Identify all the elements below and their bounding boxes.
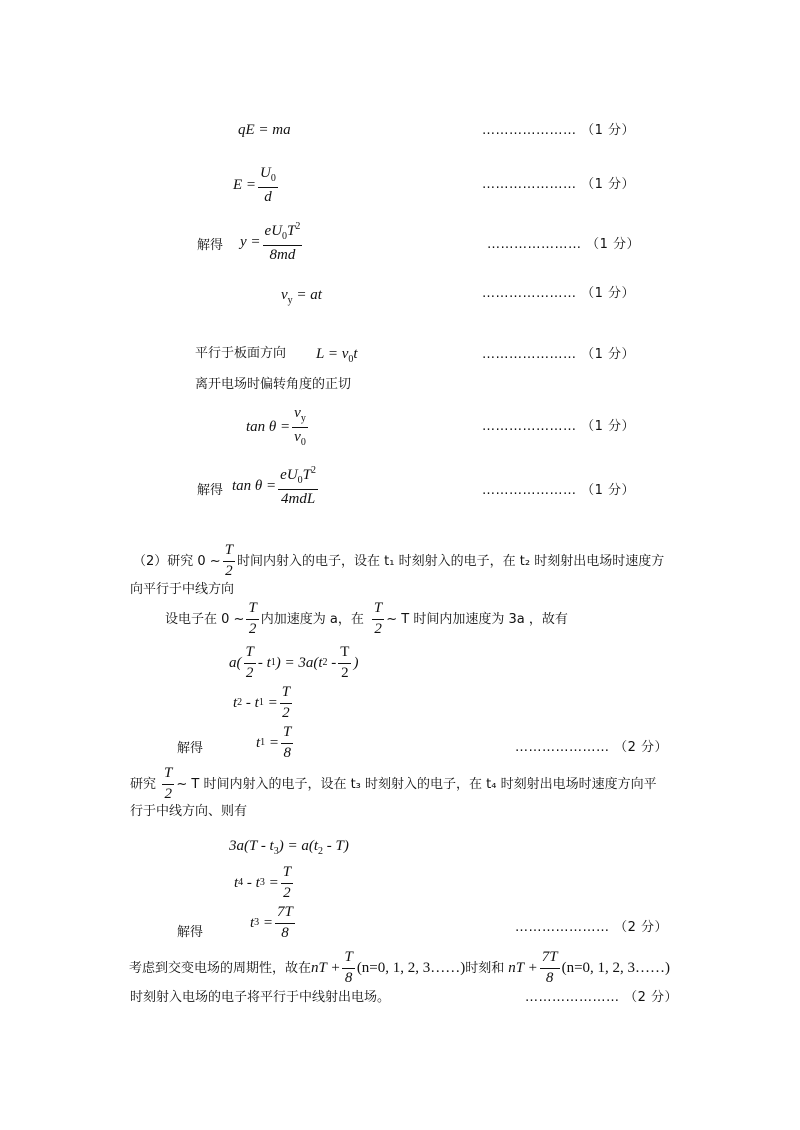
eq-t3: t 3 = $\frac{7T}{8}$	[250, 904, 293, 941]
eq-3a: $3a(T - t_3) = a(t_2 - T)$	[229, 838, 349, 857]
para-3-line-2: 行于中线方向、则有	[130, 804, 248, 819]
para-4-line-1: 考虑到交变电场的周期性，故在 nT + $\frac{T}{8}$ (n=0, 1, 2, 3……) 时刻和 nT + $\frac{7T}{8}$ (n=0, 1, 2, 3……)	[129, 949, 671, 986]
score-3: ………………… （1 分）	[487, 237, 641, 252]
eq-t4-t3: t 4 - t 3 = $\frac{T}{2}$	[234, 864, 292, 901]
fraction-eU0T2-8md: $\frac{eU_0T^2}{8md}$	[264, 221, 301, 263]
score-1: ………………… （1 分）	[482, 123, 636, 138]
eq-y: y = $\frac{eU_0T^2}{8md}$	[240, 221, 301, 263]
eq-t2-t1: t 2 - t 1 = $\frac{T}{2}$	[233, 684, 291, 721]
solve-label-3: 解得	[177, 741, 204, 756]
eq-tan2: tan θ = $\frac{eU_0T^2}{\text{4mdL}}$	[232, 465, 317, 507]
score-6: ………………… （1 分）	[482, 419, 636, 434]
eq-E: E = $\frac{U_0}{d}$	[233, 165, 276, 205]
eq-qE-ma: qE = ma	[238, 122, 291, 138]
fraction-U0-d: $\frac{U_0}{d}$	[260, 165, 276, 205]
para-2: 设电子在 0 ~ $\frac{T}{2}$ 内加速度为 a，在 $\frac{T}{2}$ ~ T 时间内加速度为 3a ，故有	[165, 600, 568, 637]
score-7: ………………… （1 分）	[482, 483, 636, 498]
tangent-label: 离开电场时偏转角度的正切	[195, 377, 352, 392]
score-10: ………………… （2 分）	[525, 990, 679, 1005]
eq-t1: t 1 = $\frac{T}{8}$	[256, 724, 292, 761]
fraction-eU0T2-4mdL: $\frac{eU_0T^2}{\text{4mdL}}$	[280, 465, 317, 507]
solve-label-1: 解得	[197, 238, 224, 253]
eq-vy: $v_y$ = at	[281, 287, 322, 306]
para-4-line-2: 时刻射入电场的电子将平行于中线射出电场。	[130, 990, 391, 1005]
score-4: ………………… （1 分）	[482, 286, 636, 301]
fraction-vy-v0: $\frac{v_y}{v_0}$	[294, 405, 306, 448]
para-1-line-1: （2）研究 0 ~ $\frac{T}{2}$ 时间内射入的电子，设在 t₁ 时刻射入的电子，在 t₂ 时刻射出电场时速度方	[133, 542, 665, 579]
score-8: ………………… （2 分）	[515, 740, 669, 755]
eq-tan: tan θ = $\frac{v_y}{v_0}$	[246, 405, 306, 448]
eq-L: $L = v_0t$	[316, 346, 358, 365]
para-3-line-1: 研究 $\frac{T}{2}$ ~ T 时间内射入的电子，设在 t₃ 时刻射入的电子，在 t₄ 时刻射出电场时速度方向平	[130, 765, 657, 802]
parallel-label: 平行于板面方向	[195, 346, 287, 361]
solve-label-2: 解得	[197, 483, 224, 498]
eq-acceleration: a( $\frac{T}{2}$ - t 1 ) = 3a(t 2 - $\frac{T}{2}$ )	[229, 644, 359, 681]
solve-label-4: 解得	[177, 925, 204, 940]
score-9: ………………… （2 分）	[515, 920, 669, 935]
para-1-line-2: 向平行于中线方向	[130, 582, 235, 597]
score-2: ………………… （1 分）	[482, 177, 636, 192]
score-5: ………………… （1 分）	[482, 347, 636, 362]
